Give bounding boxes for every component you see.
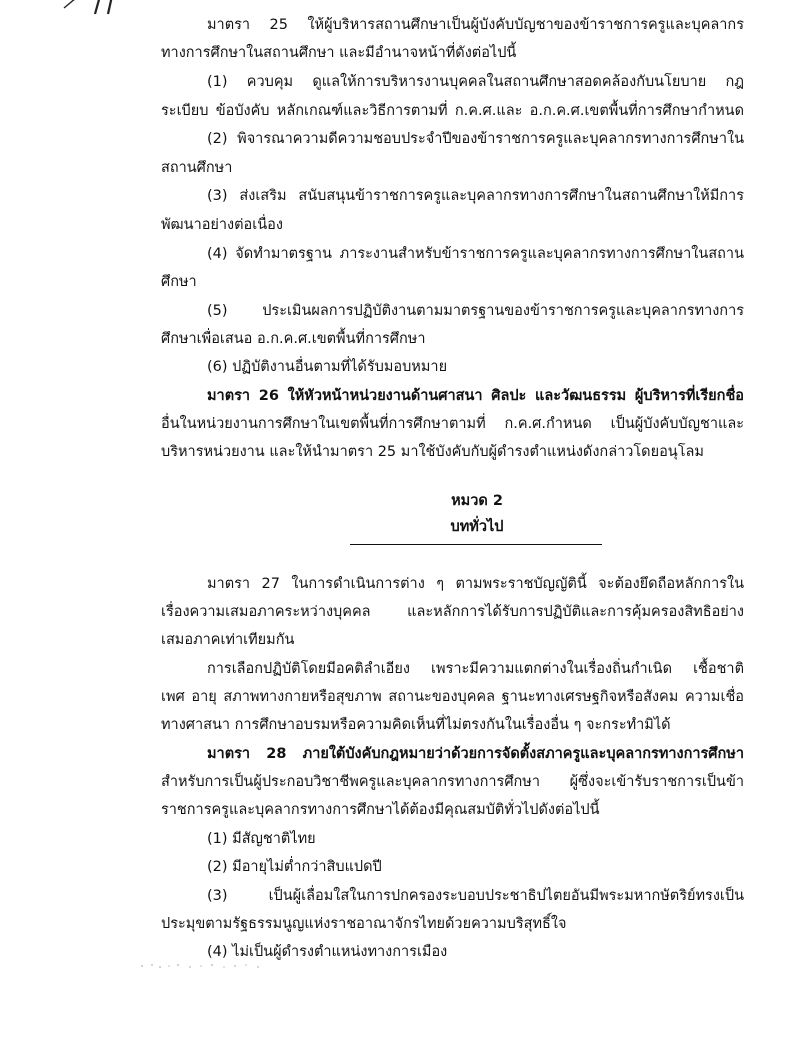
chapter-title: บททั่วไป [450,519,504,535]
section-27-para2-line-1: การเลือกปฏิบัติโดยมีอคติลำเอียง เพราะมีความแตกต่างในเรื่องถิ่นกำเนิด เชื้อชาติ [207,661,744,677]
section-26-line-2: อื่นในหน่วยงานการศึกษาในเขตพื้นที่การศึกษาตามที่ ก.ค.ศ.กำหนด เป็นผู้บังคับบัญชาและ [161,416,744,432]
section-25-line-1: มาตรา 25 ให้ผู้บริหารสถานศึกษาเป็นผู้บังคับบัญชาของข้าราชการครูและบุคลากร [207,17,744,33]
item-25-4-line-2: ศึกษา [161,274,197,290]
item-25-5-line-1: (5) ประเมินผลการปฏิบัติงานตามมาตรฐานของข้าราชการครูและบุคลากรทางการ [207,303,744,319]
item-28-4: (4) ไม่เป็นผู้ดำรงตำแหน่งทางการเมือง [207,944,448,960]
item-28-3-line-2: ประมุขตามรัฐธรรมนูญแห่งราชอาณาจักรไทยด้วยความบริสุทธิ์ใจ [161,916,567,932]
section-27-line-2: เรื่องความเสมอภาคระหว่างบุคคล และหลักการได้รับการปฏิบัติและการคุ้มครองสิทธิอย่าง [161,604,744,620]
item-25-1-line-2: ระเบียบ ข้อบังคับ หลักเกณฑ์และวิธีการตามที่ ก.ค.ศ.และ อ.ก.ค.ศ.เขตพื้นที่การศึกษากำหนด [161,103,744,119]
section-28-line-3: ราชการครูและบุคลากรทางการศึกษาได้ต้องมีคุณสมบัติทั่วไปดังต่อไปนี้ [161,802,600,818]
handwritten-mark-icon [62,0,122,16]
section-27-para2-line-3: ทางศาสนา การศึกษาอบรมหรือความคิดเห็นที่ไม่ตรงกันในเรื่องอื่น ๆ จะกระทำมิได้ [161,717,671,733]
item-28-2: (2) มีอายุไม่ต่ำกว่าสิบแปดปี [207,859,382,875]
item-25-6: (6) ปฏิบัติงานอื่นตามที่ได้รับมอบหมาย [207,359,448,375]
section-27-line-1: มาตรา 27 ในการดำเนินการต่าง ๆ ตามพระราชบัญญัตินี้ จะต้องยึดถือหลักการใน [207,576,744,592]
item-28-3-line-1: (3) เป็นผู้เลื่อมใสในการปกครองระบอบประชาธิปไตยอันมีพระมหากษัตริย์ทรงเป็น [207,888,744,904]
scan-noise-icon [138,962,288,970]
item-25-3-line-1: (3) ส่งเสริม สนับสนุนข้าราชการครูและบุคลากรทางการศึกษาในสถานศึกษาให้มีการ [207,188,744,204]
item-25-4-line-1: (4) จัดทำมาตรฐาน ภาระงานสำหรับข้าราชการครูและบุคลากรทางการศึกษาในสถาน [207,246,744,262]
item-25-3-line-2: พัฒนาอย่างต่อเนื่อง [161,217,283,233]
item-25-2-line-2: สถานศึกษา [161,160,233,176]
item-25-1-line-1: (1) ควบคุม ดูแลให้การบริหารงานบุคคลในสถานศึกษาสอดคล้องกับนโยบาย กฎ [207,74,744,90]
section-28-line-2: สำหรับการเป็นผู้ประกอบวิชาชีพครูและบุคลากรทางการศึกษา ผู้ซึ่งจะเข้ารับราชการเป็นข้า [161,774,744,790]
section-28-line-1: มาตรา 28 ภายใต้บังคับกฎหมายว่าด้วยการจัดตั้งสภาครูและบุคลากรทางการศึกษา [207,746,744,762]
chapter-divider [350,544,602,545]
section-27-para2-line-2: เพศ อายุ สภาพทางกายหรือสุขภาพ สถานะของบุคคล ฐานะทางเศรษฐกิจหรือสังคม ความเชื่อ [161,689,744,705]
section-25-line-2: ทางการศึกษาในสถานศึกษา และมีอำนาจหน้าที่ดังต่อไปนี้ [161,45,517,61]
item-25-2-line-1: (2) พิจารณาความดีความชอบประจำปีของข้าราชการครูและบุคลากรทางการศึกษาใน [207,131,744,147]
section-26-line-3: บริหารหน่วยงาน และให้นำมาตรา 25 มาใช้บังคับกับผู้ดำรงตำแหน่งดังกล่าวโดยอนุโลม [161,444,704,460]
item-25-5-line-2: ศึกษาเพื่อเสนอ อ.ก.ค.ศ.เขตพื้นที่การศึกษา [161,331,426,347]
chapter-heading: หมวด 2 [451,493,503,509]
section-27-line-3: เสมอภาคเท่าเทียมกัน [161,632,295,648]
item-28-1: (1) มีสัญชาติไทย [207,831,316,847]
section-26-line-1: มาตรา 26 ให้หัวหน้าหน่วยงานด้านศาสนา ศิลปะ และวัฒนธรรม ผู้บริหารที่เรียกชื่อ [207,388,744,404]
